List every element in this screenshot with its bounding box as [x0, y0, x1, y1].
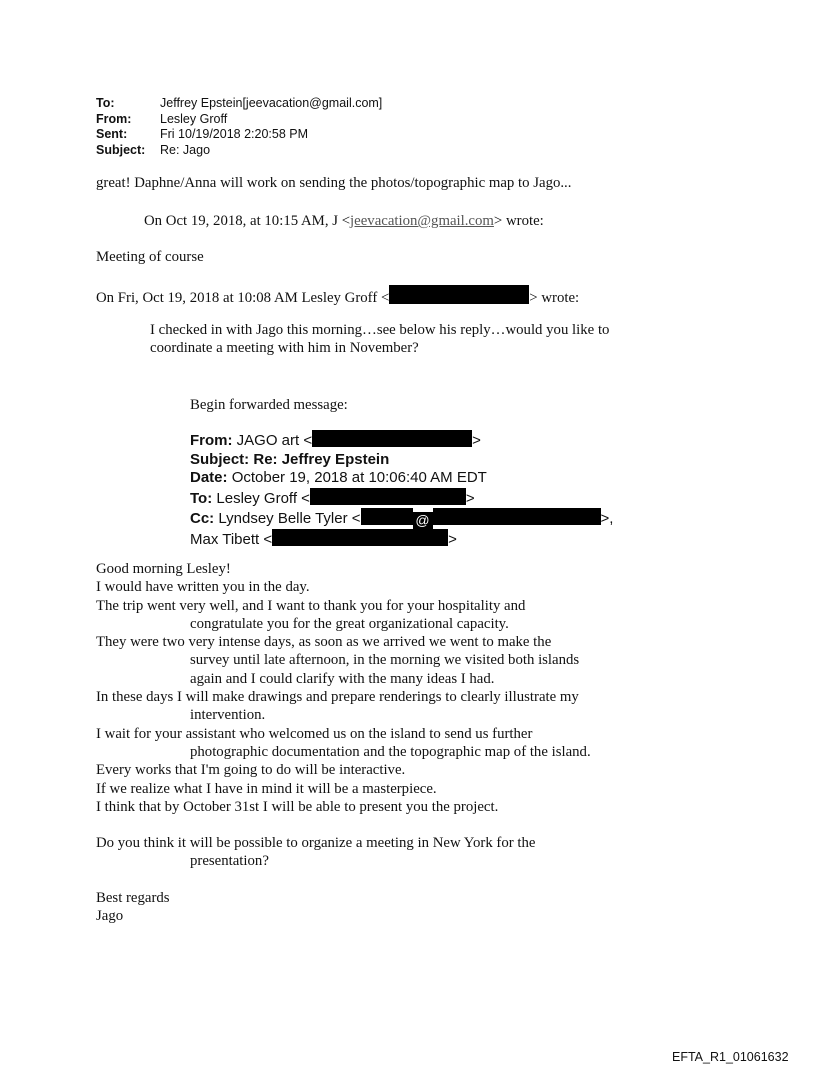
fwd-cc: Lyndsey Belle Tyler < — [218, 510, 361, 527]
fwd-subject-row — [190, 451, 613, 470]
header-to-row — [96, 96, 382, 112]
message-body — [96, 560, 591, 925]
to-label: To: — [96, 96, 115, 110]
sent-label: Sent: — [96, 127, 128, 141]
header-sent-row — [96, 127, 382, 143]
email-link[interactable]: jeevacation@gmail.com — [350, 213, 494, 229]
signoff: Best regards — [96, 889, 170, 906]
fwd-to-label: To: — [190, 489, 213, 507]
body-line: In these days I will make drawings and prepare renderings to clearly illustrate my — [96, 689, 579, 706]
fwd-from-row — [190, 430, 613, 451]
fwd-cc-row — [190, 508, 613, 529]
redaction-box — [389, 285, 529, 304]
body-line: I would have written you in the day. — [96, 579, 310, 596]
fwd-from-end: > — [472, 432, 481, 449]
redaction-box — [272, 529, 448, 546]
reply-text-2: Meeting of course — [96, 249, 204, 265]
body-line: I think that by October 31st I will be able to present you the project. — [96, 798, 499, 815]
fwd-subject-label: Subject: — [190, 450, 250, 468]
redaction-box — [310, 488, 466, 505]
fwd-to: Lesley Groff < — [216, 489, 310, 507]
quote-attribution-1 — [144, 212, 544, 230]
body-line: Good morning Lesley! — [96, 561, 231, 577]
subject-value: Re: Jago — [160, 142, 211, 157]
email-header — [96, 96, 382, 158]
body-line: survey until late afternoon, in the morning we visited both islands — [190, 652, 580, 669]
fwd-to-row — [190, 488, 613, 509]
body-line: Every works that I'm going to do will be interactive. — [96, 762, 406, 779]
quote2-post: > wrote: — [529, 290, 580, 306]
quoted-message — [150, 321, 609, 357]
fwd-cc2-row — [190, 529, 613, 550]
body-line: photographic documentation and the topographic map of the island. — [190, 743, 591, 760]
quote1-post: > wrote: — [493, 213, 544, 229]
redaction-box — [361, 508, 413, 525]
body-line: intervention. — [190, 707, 266, 724]
fwd-cc2-end: > — [448, 530, 457, 548]
fwd-from-label: From: — [190, 432, 233, 449]
body-line: I wait for your assistant who welcomed us on the island to send us further — [96, 725, 533, 742]
header-from-row — [96, 112, 382, 128]
fwd-cc-end: >, — [600, 510, 614, 527]
quoted-line-1: I checked in with Jago this morning…see below his reply…would you like to — [150, 322, 610, 338]
to-value: Jeffrey Epstein[jeevacation@gmail.com] — [160, 96, 383, 110]
signature-name: Jago — [96, 908, 124, 925]
fwd-cc2: Max Tibett < — [190, 530, 273, 548]
quoted-line-2: coordinate a meeting with him in November? — [150, 340, 419, 356]
forward-intro: Begin forwarded message: — [190, 397, 348, 413]
quote2-pre: On Fri, Oct 19, 2018 at 10:08 AM Lesley Groff < — [96, 290, 390, 306]
from-label: From: — [96, 111, 132, 126]
fwd-cc-label: Cc: — [190, 510, 215, 527]
body-line: The trip went very well, and I want to thank you for your hospitality and — [96, 597, 526, 614]
subject-label: Subject: — [96, 142, 146, 157]
fwd-date-label: Date: — [190, 469, 228, 486]
body-line: They were two very intense days, as soon as we arrived we went to make the — [96, 634, 552, 651]
body-line: congratulate you for the great organizational capacity. — [190, 615, 509, 632]
quote-attribution-2 — [96, 285, 579, 307]
fwd-from: JAGO art < — [236, 432, 313, 449]
spacer — [96, 871, 591, 889]
fwd-to-end: > — [465, 489, 475, 507]
body-line: Do you think it will be possible to organize a meeting in New York for the — [96, 835, 536, 852]
body-line: presentation? — [190, 853, 269, 870]
from-value: Lesley Groff — [160, 111, 228, 126]
redaction-box — [433, 508, 601, 525]
redaction-box — [312, 430, 472, 447]
fwd-date-row — [190, 469, 613, 488]
quote1-pre: On Oct 19, 2018, at 10:15 AM, J < — [144, 213, 351, 229]
sent-value: Fri 10/19/2018 2:20:58 PM — [160, 127, 309, 141]
forwarded-header — [190, 430, 613, 549]
reply-text: great! Daphne/Anna will work on sending the photos/topographic map to Jago... — [96, 175, 572, 191]
spacer — [96, 816, 591, 834]
body-line: If we realize what I have in mind it will be a masterpiece. — [96, 780, 437, 797]
fwd-subject: Re: Jeffrey Epstein — [253, 450, 390, 468]
document-id: EFTA_R1_01061632 — [672, 1050, 789, 1064]
body-line: again and I could clarify with the many ideas I had. — [190, 670, 495, 687]
header-subject-row — [96, 143, 382, 159]
at-sign: @ — [413, 512, 433, 529]
fwd-date: October 19, 2018 at 10:06:40 AM EDT — [231, 469, 487, 486]
